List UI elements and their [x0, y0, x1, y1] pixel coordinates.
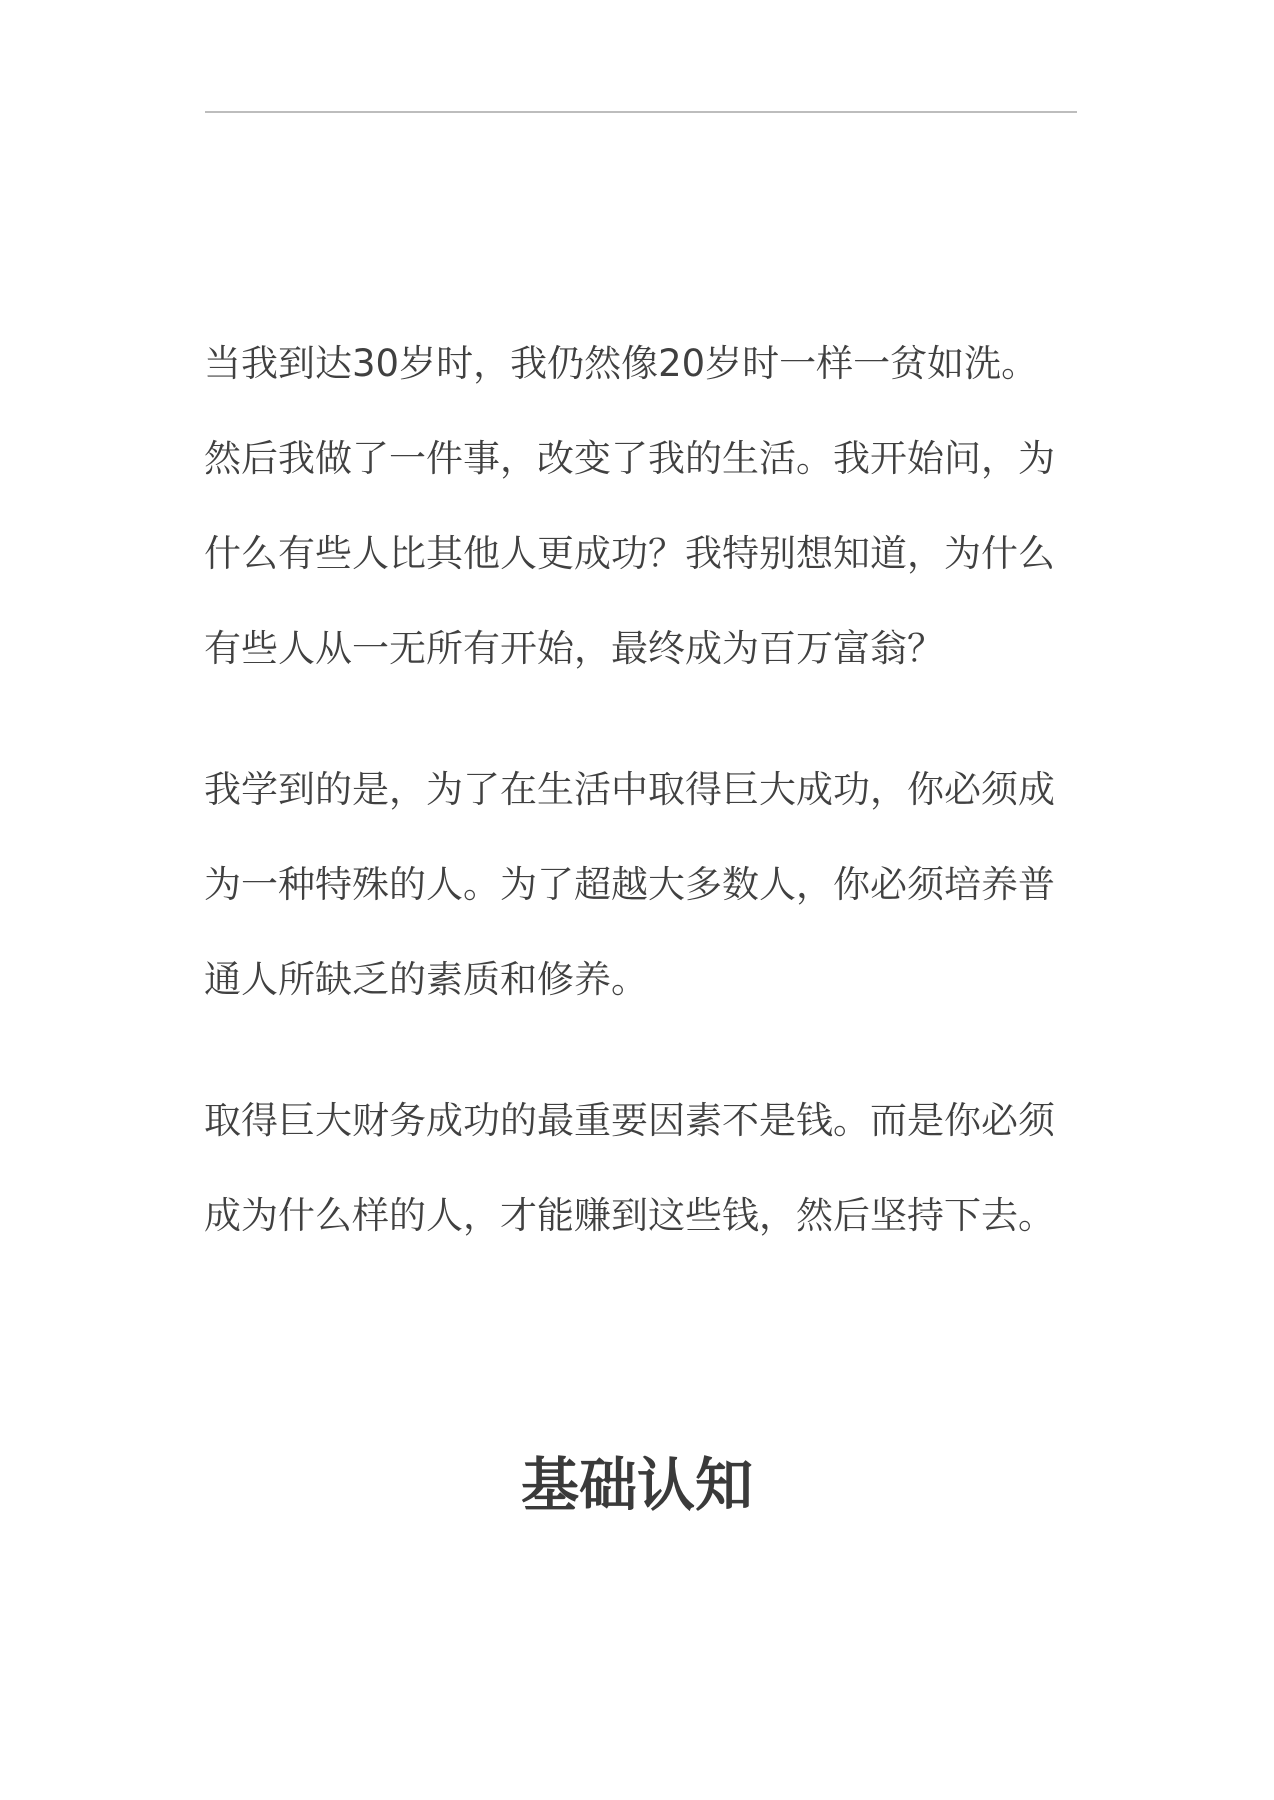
- paragraph-line: 什么有些人比其他人更成功？我特别想知道，为什么: [204, 532, 1055, 575]
- top-divider: [205, 111, 1077, 113]
- section-heading: 基础认知: [520, 1451, 753, 1519]
- paragraph-1: [204, 316, 1084, 411]
- paragraph-line: 有些人从一无所有开始，最终成为百万富翁？: [204, 627, 944, 670]
- paragraph-line: 然后我做了一件事，改变了我的生活。我开始问，为: [204, 437, 1055, 480]
- paragraph-line: 取得巨大财务成功的最重要因素不是钱。而是你必须: [204, 1099, 1055, 1142]
- paragraph-line: 我学到的是，为了在生活中取得巨大成功，你必须成: [204, 768, 1055, 811]
- paragraph-line: 为一种特殊的人。为了超越大多数人，你必须培养普: [204, 863, 1055, 906]
- paragraph-line: 成为什么样的人，才能赚到这些钱，然后坚持下去。: [204, 1194, 1055, 1237]
- paragraph-4: [204, 1073, 1084, 1263]
- paragraph-2: [204, 411, 1084, 696]
- paragraph-3: [204, 742, 1084, 1027]
- paragraph-line: 通人所缺乏的素质和修养。: [204, 958, 648, 1001]
- paragraph-line: 当我到达30岁时，我仍然像20岁时一样一贫如洗。: [204, 342, 1039, 385]
